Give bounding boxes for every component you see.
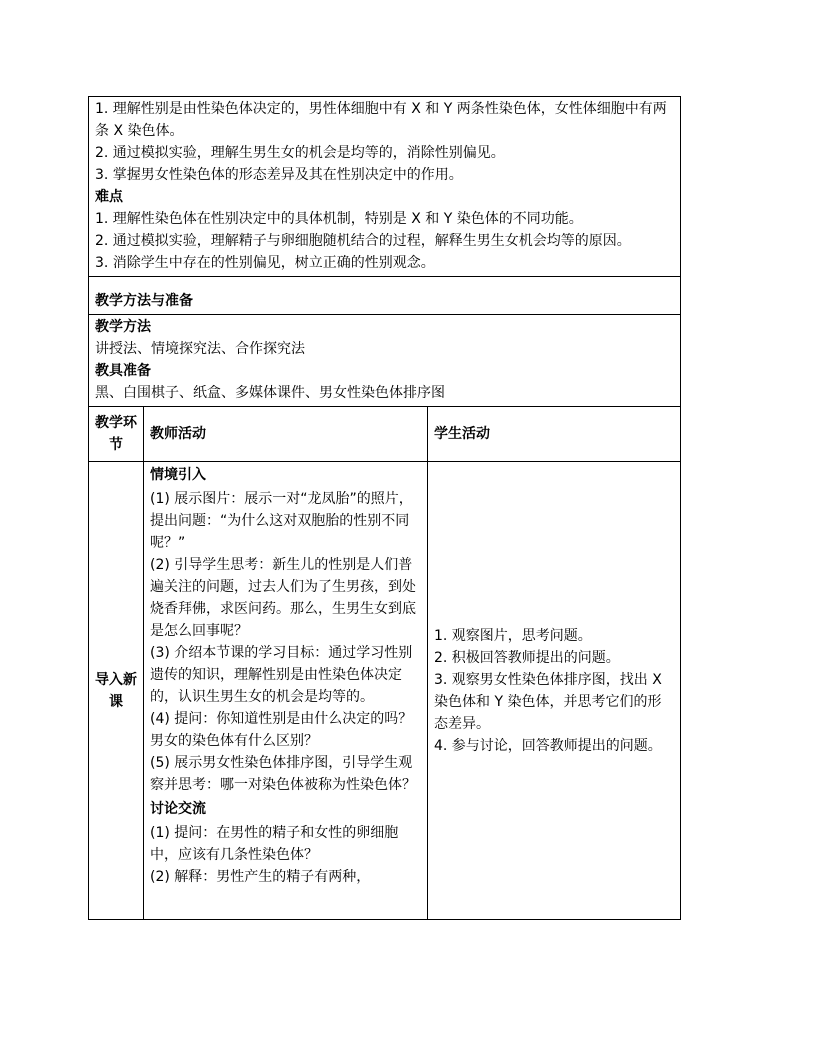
teacher-item-5: (5) 展示男女性染色体排序图，引导学生观察并思考：哪一对染色体被称为性染色体？ xyxy=(150,755,416,793)
stage-label: 导入新课 xyxy=(95,671,137,710)
tools-text: 黑、白围棋子、纸盒、多媒体课件、男女性染色体排序图 xyxy=(95,385,445,401)
methods-section-title: 教学方法与准备 xyxy=(95,293,193,309)
difficulty-point-2: 2. 通过模拟实验，理解精子与卵细胞随机结合的过程，解释生男生女机会均等的原因。 xyxy=(95,233,631,249)
teacher-section1-title: 情境引入 xyxy=(150,467,206,483)
header-teacher-cell xyxy=(144,407,428,462)
teacher-discuss-item-2: (2) 解释：男性产生的精子有两种， xyxy=(150,869,371,885)
method-heading: 教学方法 xyxy=(95,319,151,335)
student-item-3: 3. 观察男女性染色体排序图，找出 X 染色体和 Y 染色体，并思考它们的形态差异。 xyxy=(434,671,662,732)
goal-point-1: 1. 理解性别是由性染色体决定的，男性体细胞中有 X 和 Y 两条性染色体，女性体细胞中有两条 X 染色体。 xyxy=(95,101,667,139)
methods-row xyxy=(89,277,681,315)
teacher-item-2: (2) 引导学生思考：新生儿的性别是人们普遍关注的问题，过去人们为了生男孩，到处烧香拜佛，求医问药。那么，生男生女到底是怎么回事呢？ xyxy=(150,557,416,639)
goal-point-3: 3. 掌握男女性染色体的形态差异及其在性别决定中的作用。 xyxy=(95,167,463,183)
lesson-plan-page xyxy=(88,96,680,920)
teacher-item-3: (3) 介绍本节课的学习目标：通过学习性别遗传的知识，理解性别是由性染色体决定的，认识生男生女的机会是均等的。 xyxy=(150,645,413,705)
methods-detail-row xyxy=(89,315,681,407)
student-item-2: 2. 积极回答教师提出的问题。 xyxy=(434,649,620,666)
goal-point-2: 2. 通过模拟实验，理解生男生女的机会是均等的，消除性别偏见。 xyxy=(95,145,505,161)
header-teacher: 教师活动 xyxy=(150,426,206,442)
difficulty-heading: 难点 xyxy=(95,189,123,205)
difficulty-point-1: 1. 理解性染色体在性别决定中的具体机制，特别是 X 和 Y 染色体的不同功能。 xyxy=(95,211,583,227)
difficulty-point-3: 3. 消除学生中存在的性别偏见，树立正确的性别观念。 xyxy=(95,255,435,271)
teacher-section2-title: 讨论交流 xyxy=(150,801,206,817)
header-student-cell xyxy=(428,407,681,462)
methods-cell xyxy=(89,277,681,315)
goals-row xyxy=(89,97,681,277)
teacher-item-4: (4) 提问：你知道性别是由什么决定的吗？男女的染色体有什么区别？ xyxy=(150,711,413,749)
methods-detail-cell xyxy=(89,315,681,407)
header-student: 学生活动 xyxy=(434,426,490,442)
student-item-1: 1. 观察图片，思考问题。 xyxy=(434,627,592,644)
table-header-row xyxy=(89,407,681,462)
tools-heading: 教具准备 xyxy=(95,363,151,379)
lesson-row xyxy=(89,462,681,920)
teacher-discuss-item-1: (1) 提问：在男性的精子和女性的卵细胞中，应该有几条性染色体？ xyxy=(150,825,399,863)
header-stage: 教学环节 xyxy=(95,415,137,453)
student-item-4: 4. 参与讨论，回答教师提出的问题。 xyxy=(434,737,662,754)
lesson-plan-table xyxy=(88,96,681,920)
header-stage-cell xyxy=(89,407,144,462)
teacher-activity-cell xyxy=(144,462,428,920)
goals-cell xyxy=(89,97,681,277)
method-text: 讲授法、情境探究法、合作探究法 xyxy=(95,341,305,357)
stage-cell xyxy=(89,462,144,920)
teacher-item-1: (1) 展示图片：展示一对“龙凤胎”的照片，提出问题：“为什么这对双胞胎的性别不同呢？” xyxy=(150,491,413,551)
student-activity-cell xyxy=(428,462,681,920)
